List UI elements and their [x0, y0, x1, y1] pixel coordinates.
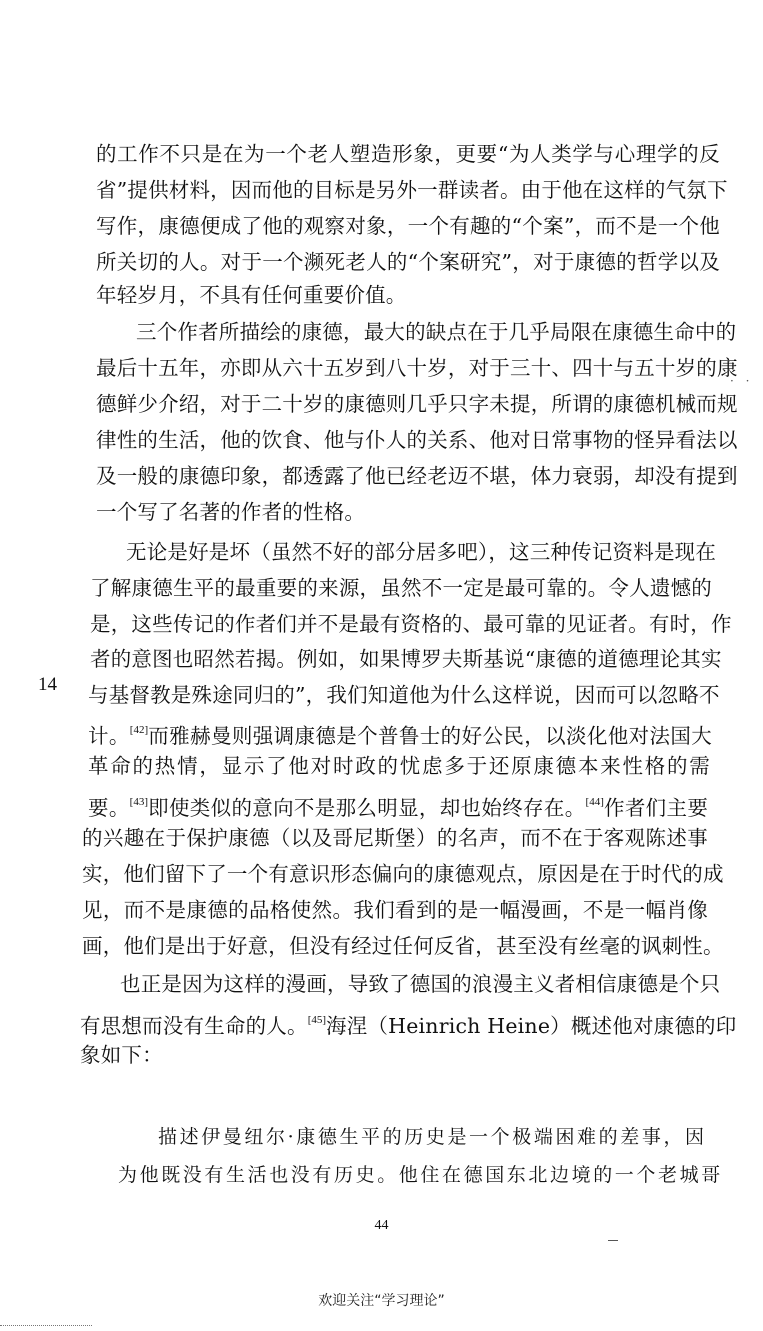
paragraph-2-line-6: 一个写了名著的作者的性格。	[96, 500, 366, 524]
paragraph-3-line-12: 画，他们是出于好意，但没有经过任何反省，甚至没有丝毫的讽刺性。	[82, 934, 724, 958]
paragraph-4-line-3: 象如下：	[80, 1043, 163, 1067]
paragraph-1-line-2: 省”提供材料，因而他的目标是另外一群读者。由于他在这样的气氛下	[96, 178, 728, 202]
paragraph-1-line-3: 写作，康德便成了他的观察对象，一个有趣的“个案”，而不是一个他	[96, 214, 720, 238]
paragraph-2-line-5: 及一般的康德印象，都透露了他已经老迈不堪，体力衰弱，却没有提到	[96, 464, 738, 488]
paragraph-3-line-6	[88, 714, 712, 752]
footnote-ref-42: [42]	[129, 724, 149, 736]
paragraph-2-line-3: 德鲜少介绍，对于二十岁的康德则几乎只字未提，所谓的康德机械而规	[96, 392, 738, 416]
text-segment: 计。	[88, 724, 130, 748]
paragraph-2-line-4: 律性的生活，他的饮食、他与仆人的关系、他对日常事物的怪异看法以	[96, 428, 738, 452]
footnote-ref-45: [45]	[307, 1014, 327, 1026]
paragraph-3-line-5: 与基督教是殊途同归的”，我们知道他为什么这样说，因而可以忽略不	[88, 683, 720, 707]
footer-watermark: 欢迎关注“学习理论”	[318, 1293, 445, 1309]
footnote-ref-43: [43]	[129, 796, 148, 808]
scan-mark	[608, 1240, 618, 1241]
margin-page-number: 14	[38, 674, 57, 695]
paragraph-2-line-2: 最后十五年，亦即从六十五岁到八十岁，对于三十、四十与五十岁的康	[96, 356, 738, 380]
paragraph-2-line-1: 三个作者所描绘的康德，最大的缺点在于几乎局限在康德生命中的	[136, 320, 737, 344]
edge-scan-marks: · ·	[730, 374, 754, 388]
paragraph-1-line-4: 所关切的人。对于一个濒死老人的“个案研究”，对于康德的哲学以及	[96, 250, 720, 274]
text-segment: 海涅（Heinrich Heine）概述他对康德的印	[326, 1014, 737, 1038]
paragraph-3-line-1: 无论是好是坏（虽然不好的部分居多吧），这三种传记资料是现在	[126, 540, 717, 564]
block-quote-line-1: 描述伊曼纽尔·康德生平的历史是一个极端困难的差事，因	[158, 1126, 707, 1148]
text-segment: 而雅赫曼则强调康德是个普鲁士的好公民，以淡化他对法国大	[148, 724, 712, 748]
paragraph-1-line-5: 年轻岁月，不具有任何重要价值。	[96, 283, 407, 307]
text-segment: 有思想而没有生命的人。	[80, 1014, 308, 1038]
paragraph-1-line-1: 的工作不只是在为一个老人塑造形象，更要“为人类学与心理学的反	[96, 142, 720, 166]
page-number: 44	[374, 1218, 389, 1233]
block-quote-line-2: 为他既没有生活也没有历史。他住在德国东北边境的一个老城哥	[118, 1164, 723, 1186]
paragraph-3-line-9: 的兴趣在于保护康德（以及哥尼斯堡）的名声，而不在于客观陈述事	[82, 826, 708, 850]
paragraph-3-line-10: 实，他们留下了一个有意识形态偏向的康德观点，原因是在于时代的成	[82, 862, 724, 886]
bottom-rule	[0, 1325, 92, 1327]
paragraph-3-line-4: 者的意图也昭然若揭。例如，如果博罗夫斯基说“康德的道德理论其实	[90, 647, 722, 671]
paragraph-3-line-11: 见，而不是康德的品格使然。我们看到的是一幅漫画，不是一幅肖像	[82, 898, 708, 922]
paragraph-3-line-3: 是，这些传记的作者们并不是最有资格的、最可靠的见证者。有时，作	[90, 612, 732, 636]
paragraph-3-line-2: 了解康德生平的最重要的来源，虽然不一定是最可靠的。令人遗憾的	[90, 576, 712, 600]
text-segment: 要。	[88, 796, 130, 820]
footnote-ref-44: [44]	[585, 796, 604, 808]
paragraph-4-line-2	[80, 1004, 737, 1042]
text-segment: 作者们主要	[603, 796, 709, 820]
paragraph-4-line-1: 也正是因为这样的漫画，导致了德国的浪漫主义者相信康德是个只	[120, 972, 721, 996]
text-segment: 即使类似的意向不是那么明显，却也始终存在。	[148, 796, 586, 820]
paragraph-3-line-8	[88, 786, 708, 824]
paragraph-3-line-7: 革命的热情，显示了他对时政的忧虑多于还原康德本来性格的需	[88, 754, 710, 778]
